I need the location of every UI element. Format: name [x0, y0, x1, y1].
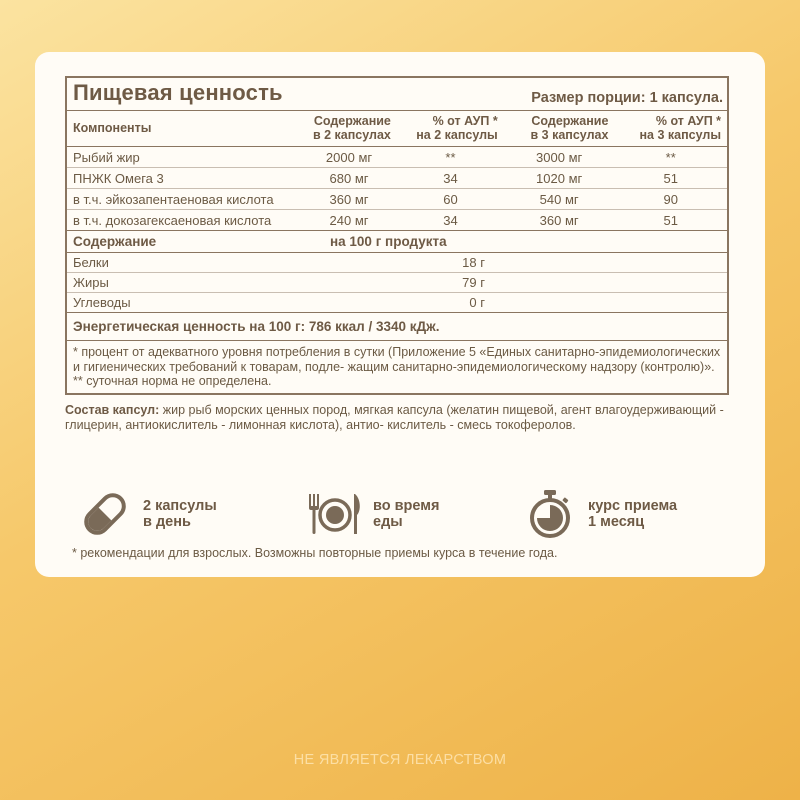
cell-value: 360 мг	[539, 212, 579, 228]
cell-value: 51	[663, 170, 678, 186]
cell-name: Рыбий жир	[73, 149, 140, 165]
not-medicine-disclaimer: НЕ ЯВЛЯЕТСЯ ЛЕКАРСТВОМ	[293, 752, 507, 768]
nutrient-value: 0 г	[469, 295, 485, 310]
composition-label: Состав капсул:	[65, 402, 160, 417]
nutrient-name: Жиры	[73, 275, 109, 290]
cell-value: 1020 мг	[536, 170, 583, 186]
info-card	[35, 52, 765, 577]
dosage-line1: 2 капсулы	[143, 498, 217, 514]
col-content-3: Содержание в 3 капсулах	[530, 113, 609, 142]
col-components: Компоненты	[73, 120, 152, 135]
cell-value: 680 мг	[329, 170, 369, 186]
timing-info	[305, 484, 520, 544]
table-row	[67, 189, 727, 210]
footnote-1: * процент от адекватного уровня потребления в сутки (Приложение 5 «Единых санитарно-эпидемиологических и гигиенических требований к товарам, подле- жащим санитарно-эпидемиологическому надзору (контролю)».	[73, 345, 721, 374]
table-header	[67, 111, 727, 147]
energy-value: Энергетическая ценность на 100 г: 786 ккал / 3340 кДж.	[67, 313, 727, 341]
composition	[65, 397, 729, 433]
col-pct-2: % от АУП * на 2 капсулы	[416, 113, 498, 142]
stopwatch-icon	[520, 484, 580, 544]
table-row	[67, 147, 727, 168]
course-info	[520, 484, 677, 544]
table-row	[67, 210, 727, 231]
nutrition-title: Пищевая ценность	[73, 80, 283, 105]
cell-name: ПНЖК Омега 3	[73, 170, 164, 186]
usage-icons	[75, 484, 729, 544]
cell-value: 60	[443, 191, 458, 207]
timing-line1: во время	[373, 498, 440, 514]
course-line1: курс приема	[588, 498, 678, 514]
nutrient-name: Белки	[73, 255, 109, 270]
cell-value: 360 мг	[329, 191, 369, 207]
nutrient-value: 18 г	[462, 255, 485, 270]
col-content-2: Содержание в 2 капсулах	[312, 113, 391, 142]
content-label: Содержание	[73, 234, 157, 249]
recommendation-note: * рекомендации для взрослых. Возможны повторные приемы курса в течение года.	[72, 546, 558, 560]
cell-value: **	[445, 149, 456, 165]
nutrient-row	[67, 293, 727, 313]
nutrient-value: 79 г	[462, 275, 485, 290]
capsule-icon	[75, 484, 135, 544]
content-header	[67, 231, 727, 253]
nutrient-row	[67, 253, 727, 273]
cell-value: 90	[663, 191, 678, 207]
table-row	[67, 168, 727, 189]
cell-value: 540 мг	[539, 191, 579, 207]
cell-value: 51	[663, 212, 678, 228]
nutrition-header	[67, 78, 727, 111]
cell-value: 2000 мг	[325, 149, 373, 165]
cell-value: **	[665, 149, 676, 165]
course-line2: 1 месяц	[588, 514, 645, 530]
cell-name: в т.ч. эйкозапентаеновая кислота	[73, 191, 274, 207]
timing-line2: еды	[373, 514, 403, 530]
col-pct-3: % от АУП * на 3 капсулы	[639, 113, 722, 142]
cell-value: 34	[443, 212, 458, 228]
content-per: на 100 г продукта	[330, 234, 447, 249]
cell-value: 240 мг	[329, 212, 369, 228]
dosage-info	[75, 484, 305, 544]
nutrition-facts-box	[65, 76, 729, 395]
footnote-2: ** суточная норма не определена.	[73, 374, 272, 388]
dosage-line2: в день	[143, 514, 191, 530]
cell-name: в т.ч. докозагексаеновая кислота	[73, 212, 272, 228]
portion-size: Размер порции: 1 капсула.	[531, 90, 723, 106]
footnotes	[67, 341, 727, 393]
nutrient-row	[67, 273, 727, 293]
composition-text: жир рыб морских ценных пород, мягкая капсула (желатин пищевой, агент влагоудерживающий - глицерин, антиокислитель - лимонная кислота), антио- кислитель - смесь токоферолов.	[65, 402, 724, 432]
nutrient-name: Углеводы	[73, 295, 131, 310]
plate-cutlery-icon	[305, 484, 365, 544]
cell-value: 34	[443, 170, 458, 186]
cell-value: 3000 мг	[536, 149, 583, 165]
